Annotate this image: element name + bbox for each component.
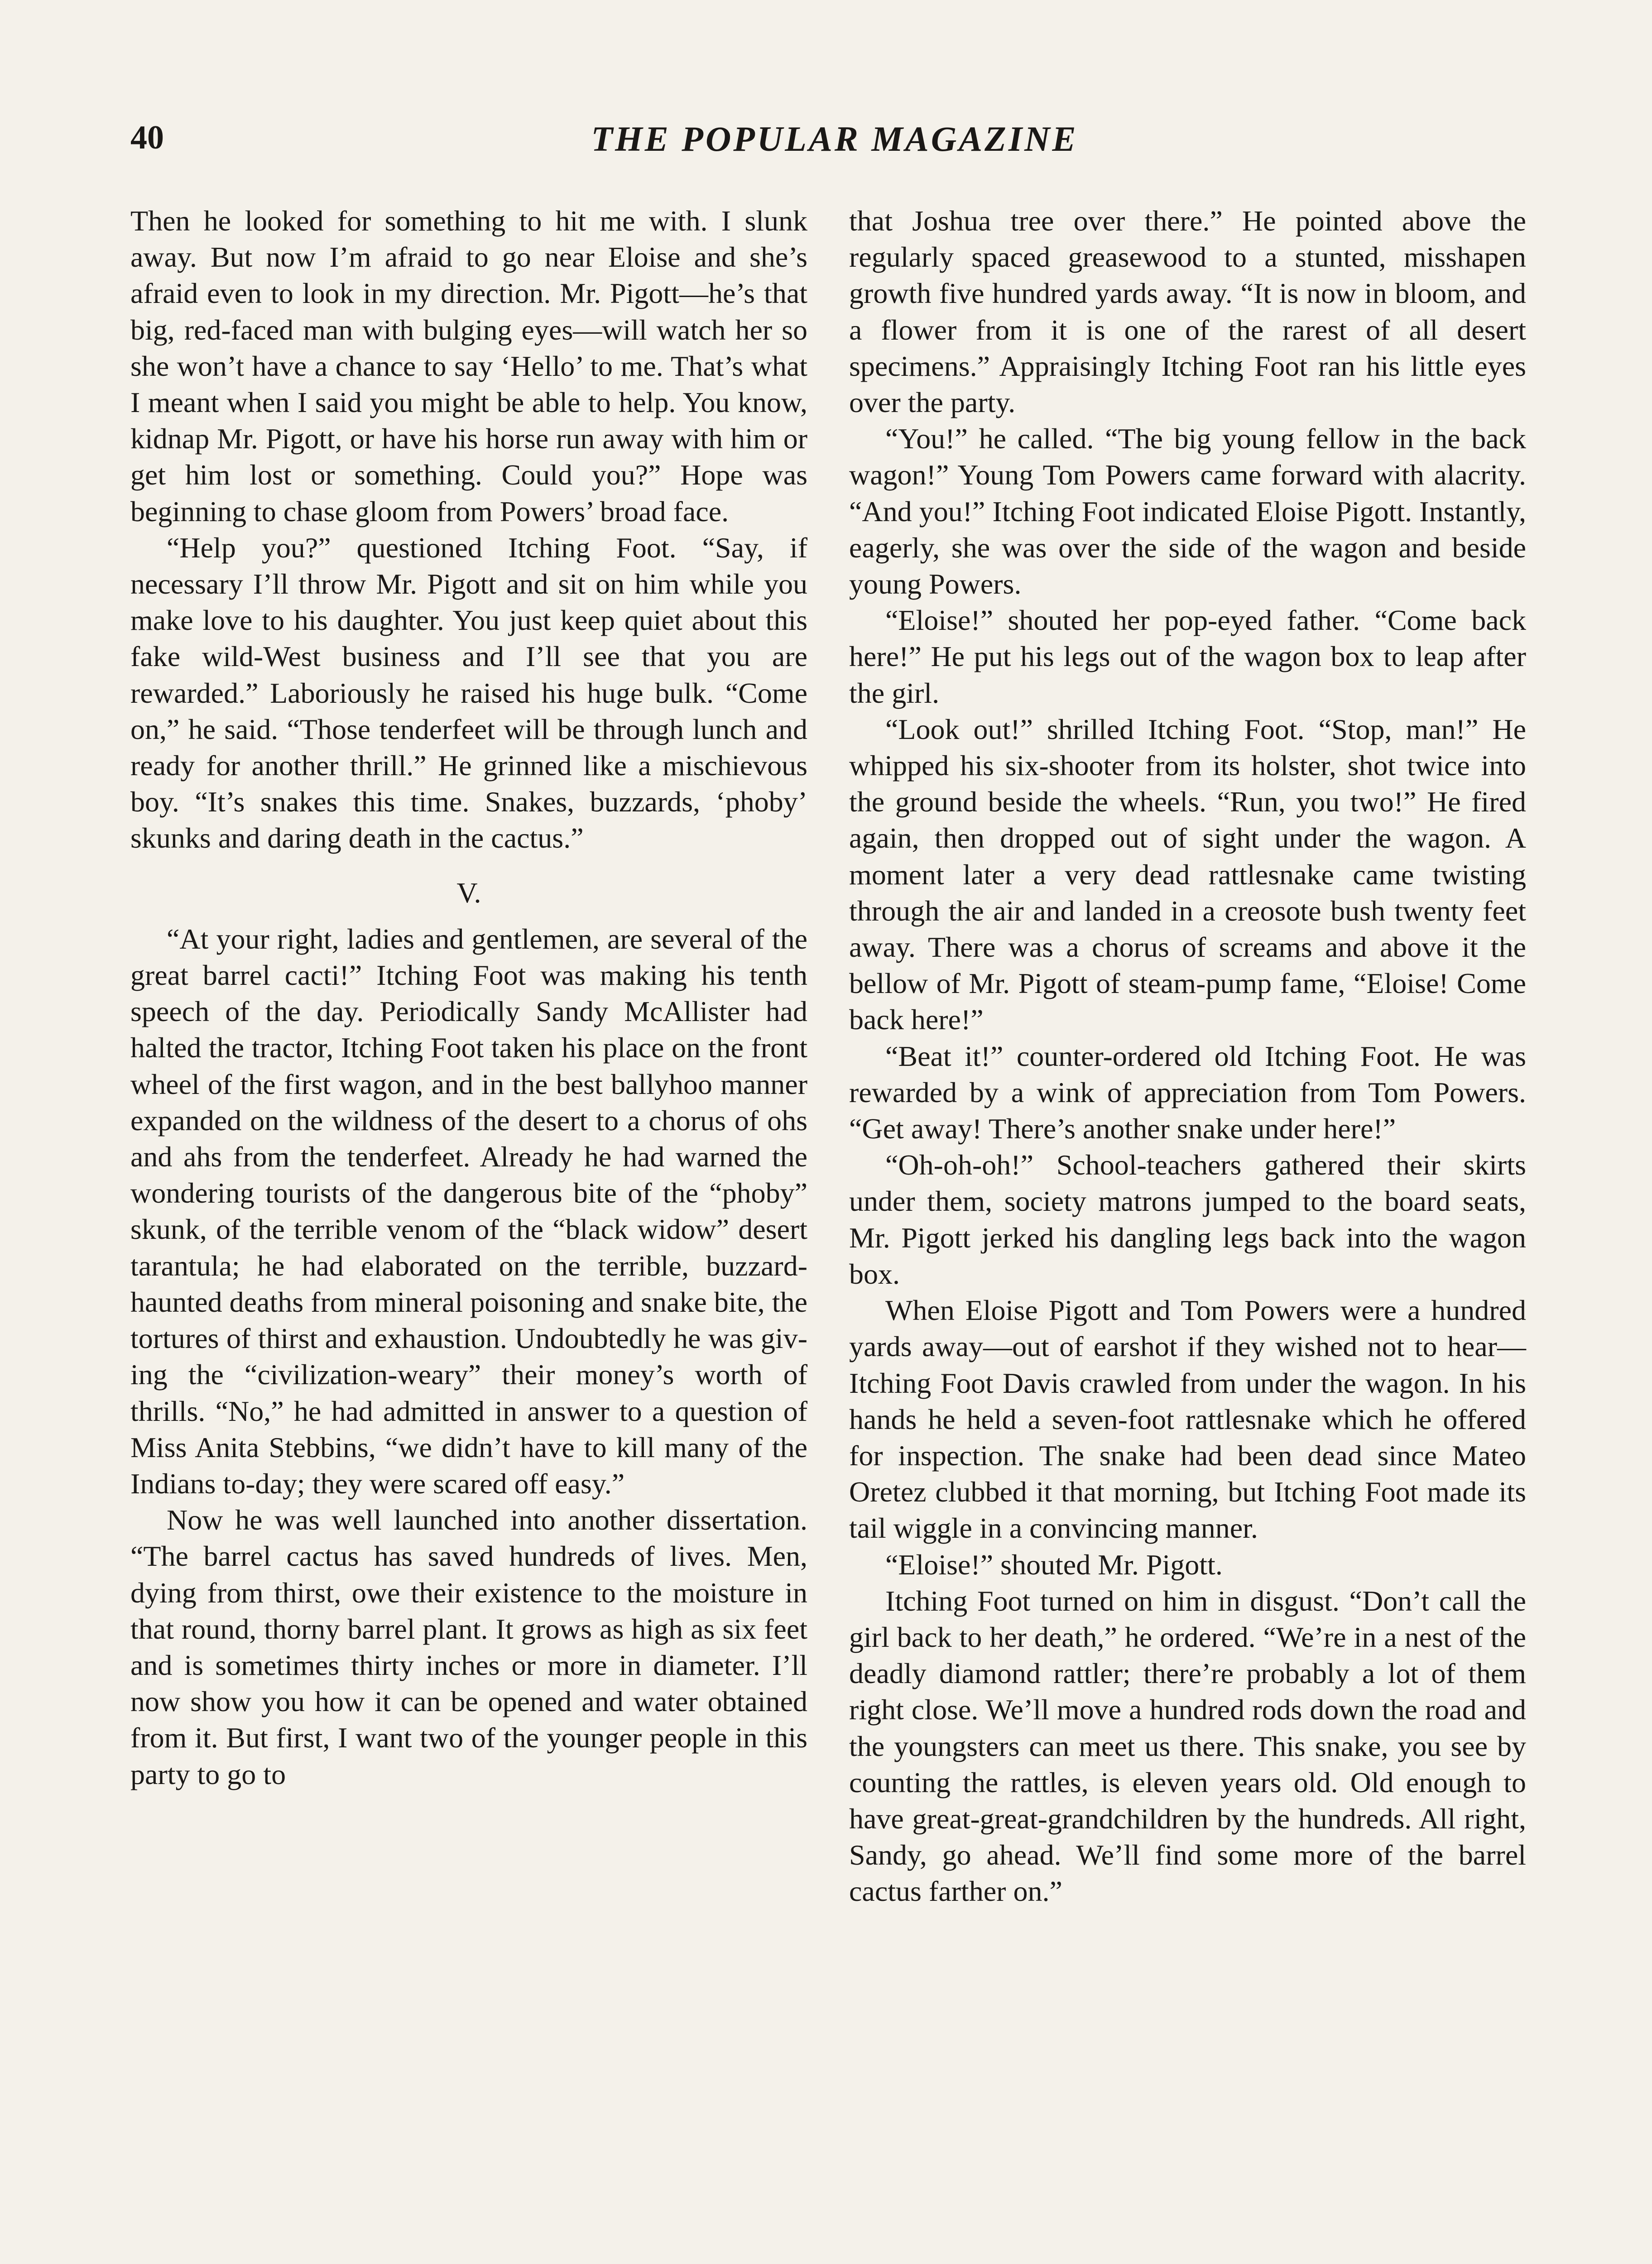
paragraph: that Joshua tree over there.” He pointed above the regularly spaced greasewood to a stunted, misshapen growth five hundred yards away. “It is now in bloom, and a flower from it is one of the rarest of all desert specimens.” Appraisingly Itching Foot ran his little eyes over the party. bbox=[849, 205, 1526, 419]
paragraph: “You!” he called. “The big young fellow in the back wagon!” Young Tom Powers came forward with alacrity. “And you!” Itching Foot indicated Eloise Pigott. Instantly, eagerly, she was over the side of the wagon and beside young Powers. bbox=[849, 422, 1526, 600]
page-header bbox=[130, 119, 1539, 168]
left-column bbox=[130, 203, 807, 1793]
right-column bbox=[849, 203, 1526, 1910]
paragraph: “Eloise!” shouted her pop-eyed father. “Come back here!” He put his legs out of the wagon box to leap after the girl. bbox=[849, 604, 1526, 709]
paragraph: “At your right, ladies and gentlemen, are several of the great barrel cacti!” Itching Foot was making his tenth speech of the day. Periodically Sandy McAllister had halted the tractor, Itching Foot taken his place on the front wheel of the first wagon, and in the best ballyhoo manner expanded on the wildness of the desert to a chorus of ohs and ahs from the tenderfeet. Already he had warned the wondering tourists of the dangerous bite of the “phoby” skunk, of the terrible venom of the “black widow” desert tarantula; he had elaborated on the terrible, buzzard-haunted deaths from mineral poisoning and snake bite, the tortures of thirst and exhaustion. Undoubtedly he was giving the “civilization-weary” their money’s worth of thrills. “No,” he had admitted in answer to a question of Miss Anita Stebbins, “we didn’t have to kill many of the Indians to-day; they were scared off easy.” bbox=[130, 922, 807, 1500]
paragraph: “Help you?” questioned Itching Foot. “Say, if necessary I’ll throw Mr. Pigott and sit on him while you make love to his daughter. You just keep quiet about this fake wild-West business and I’ll see that you are rewarded.” Laboriously he raised his huge bulk. “Come on,” he said. “Those tenderfeet will be through lunch and ready for another thrill.” He grinned like a mischievous boy. “It’s snakes this time. Snakes, buzzards, ‘phoby’ skunks and daring death in the cactus.” bbox=[130, 531, 807, 854]
paragraph: When Eloise Pigott and Tom Powers were a hundred yards away—out of earshot if they wished not to hear—Itching Foot Davis crawled from under the wagon. In his hands he held a seven-foot rattlesnake which he offered for inspection. The snake had been dead since Mateo Oretez clubbed it that morning, but Itching Foot made its tail wiggle in a convincing manner. bbox=[849, 1294, 1526, 1545]
running-title: THE POPULAR MAGAZINE bbox=[591, 119, 1078, 158]
paragraph: “Beat it!” counter-ordered old Itching Foot. He was rewarded by a wink of appreciation from Tom Powers. “Get away! There’s another snake under here!” bbox=[849, 1040, 1526, 1145]
paragraph: “Eloise!” shouted Mr. Pigott. bbox=[885, 1548, 1223, 1581]
paragraph: Then he looked for something to hit me with. I slunk away. But now I’m afraid to go near Eloise and she’s afraid even to look in my direction. Mr. Pigott—he’s that big, red-faced man with bulging eyes—will watch her so she won’t have a chance to say ‘Hello’ to me. That’s what I meant when I said you might be able to help. You know, kidnap Mr. Pigott, or have his horse run away with him or get him lost or something. Could you?” Hope was beginning to chase gloom from Powers’ broad face. bbox=[130, 205, 807, 528]
paragraph: “Oh-oh-oh!” School-teachers gathered their skirts under them, society matrons jumped to the board seats, Mr. Pigott jerked his dangling legs back into the wagon box. bbox=[849, 1149, 1526, 1290]
paragraph: Itching Foot turned on him in disgust. “Don’t call the girl back to her death,” he ordered. “We’re in a nest of the deadly diamond rattler; there’re probably a lot of them right close. We’ll move a hundred rods down the road and the youngsters can meet us there. This snake, you see by counting the rattles, is eleven years old. Old enough to have great-great-grandchildren by the hundreds. All right, Sandy, go ahead. We’ll find some more of the barrel cactus farther on.” bbox=[849, 1584, 1526, 1908]
paragraph: “Look out!” shrilled Itching Foot. “Stop, man!” He whipped his six-shooter from its holster, shot twice into the ground beside the wheels. “Run, you two!” He fired again, then dropped out of sight under the wagon. A moment later a very dead rattlesnake came twisting through the air and landed in a creosote bush twenty feet away. There was a chorus of screams and above it the bellow of Mr. Pigott of steam-pump fame, “Eloise! Come back here!” bbox=[849, 713, 1526, 1036]
paragraph: Now he was well launched into another dissertation. “The barrel cactus has saved hundreds of lives. Men, dying from thirst, owe their existence to the moisture in that round, thorny barrel plant. It grows as high as six feet and is sometimes thirty inches or more in diameter. I’ll now show you how it can be opened and water obtained from it. But first, I want two of the younger people in this party to go to bbox=[130, 1504, 807, 1790]
section-heading: V. bbox=[456, 876, 481, 909]
page-number: 40 bbox=[130, 119, 164, 156]
